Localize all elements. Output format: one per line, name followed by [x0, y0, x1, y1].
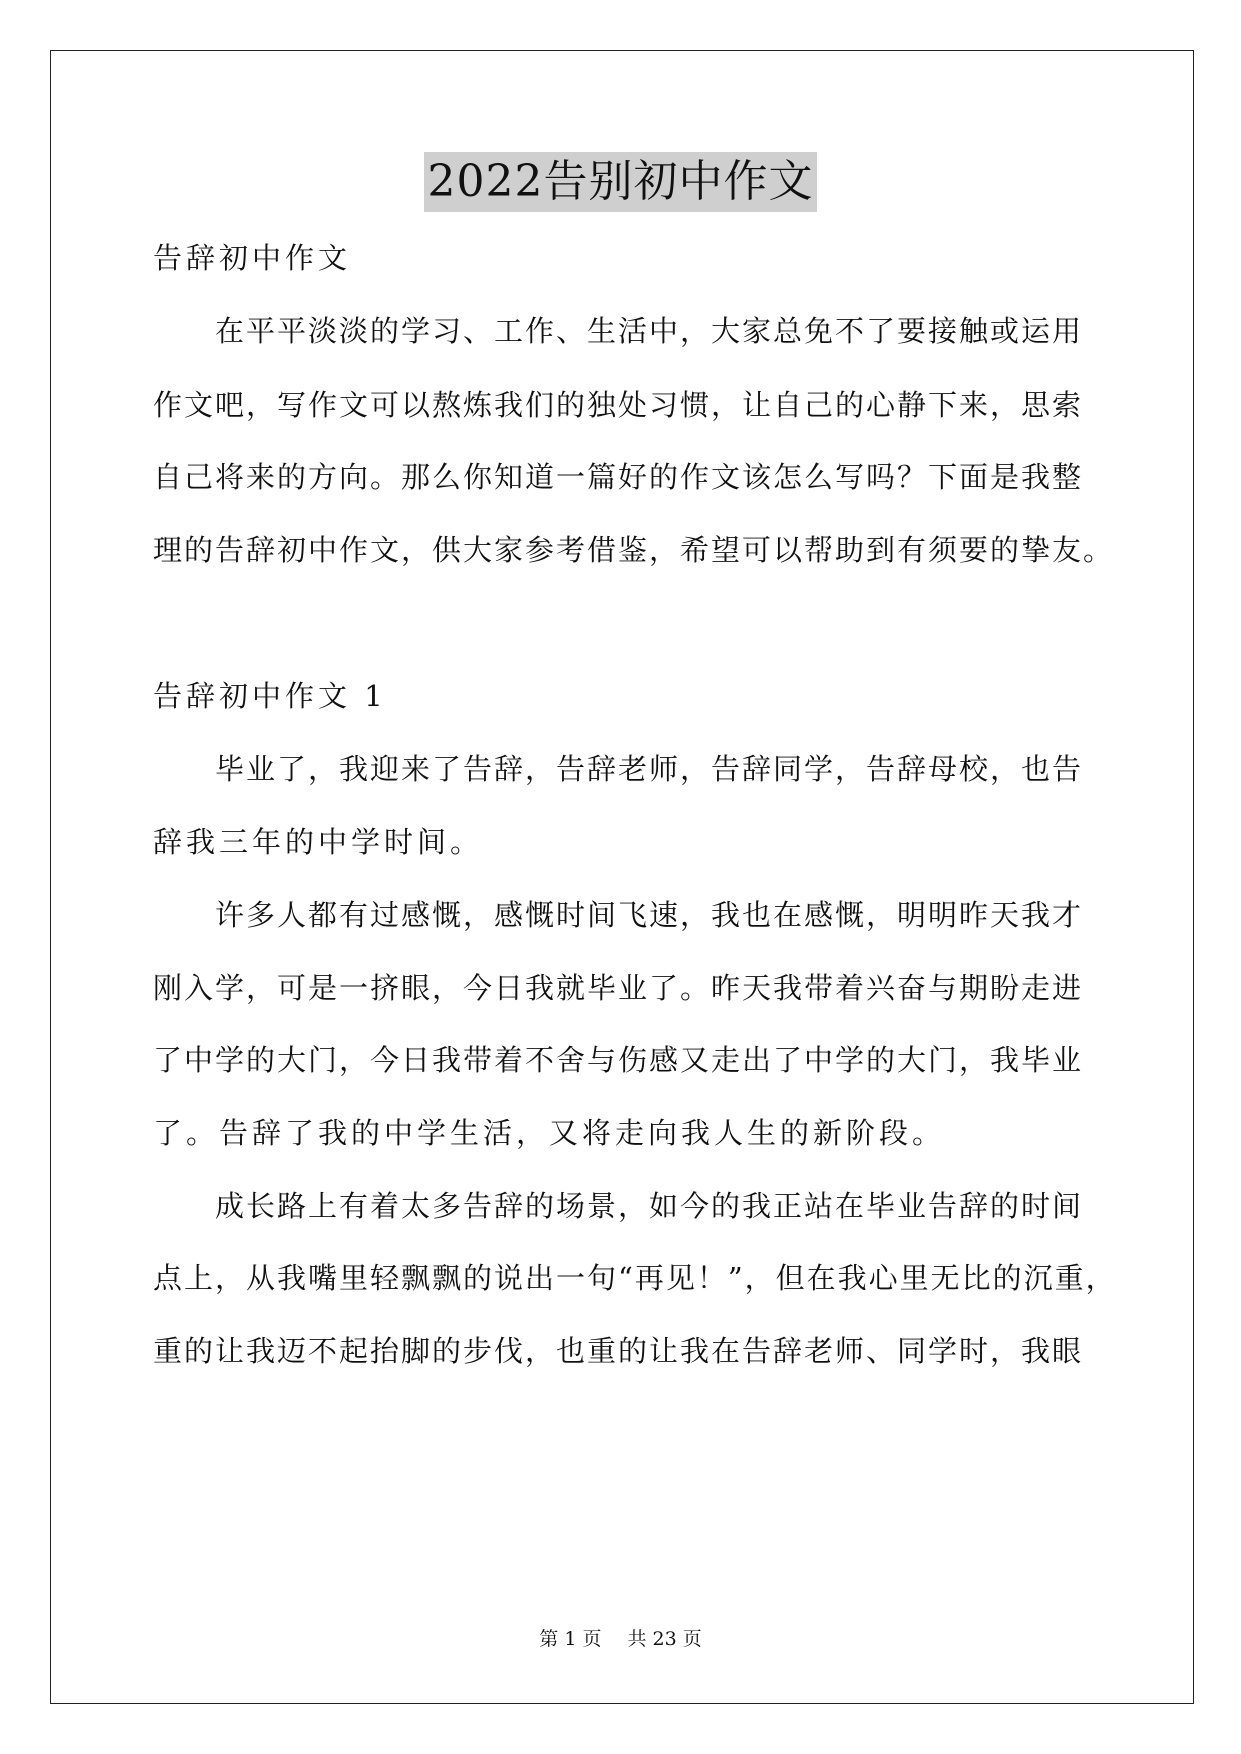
paragraph-line: 毕业了，我迎来了告辞，告辞老师，告辞同学，告辞母校，也告 [215, 752, 1084, 786]
paragraph-line: 作文吧，写作文可以熬炼我们的独处习惯，让自己的心静下来，思索 [153, 388, 1084, 422]
paragraph-line: 自己将来的方向。那么你知道一篇好的作文该怎么写吗？下面是我整 [153, 460, 1084, 494]
document-title: 2022告别初中作文 [424, 152, 818, 212]
paragraph-line: 重的让我迈不起抬脚的步伐，也重的让我在告辞老师、同学时，我眼 [153, 1334, 1084, 1368]
title-wrap [0, 152, 1241, 212]
page-total: 共 23 页 [627, 1628, 702, 1650]
paragraph-line: 了。告辞了我的中学生活，又将走向我人生的新阶段。 [153, 1116, 946, 1150]
paragraph-line: 许多人都有过感慨，感慨时间飞速，我也在感慨，明明昨天我才 [215, 898, 1084, 932]
paragraph-line: 在平平淡淡的学习、工作、生活中，大家总免不了要接触或运用 [215, 314, 1084, 348]
paragraph-line: 刚入学，可是一挤眼，今日我就毕业了。昨天我带着兴奋与期盼走进 [153, 971, 1084, 1005]
paragraph-line: 点上，从我嘴里轻飘飘的说出一句“再见！”，但在我心里无比的沉重， [153, 1261, 1117, 1295]
section-heading: 告辞初中作文 [153, 241, 352, 275]
section-heading: 告辞初中作文 1 [153, 679, 387, 713]
paragraph-line: 理的告辞初中作文，供大家参考借鉴，希望可以帮助到有须要的挚友。 [153, 533, 1115, 567]
page-number: 第 1 页 [539, 1628, 602, 1650]
paragraph-line: 成长路上有着太多告辞的场景，如今的我正站在毕业告辞的时间 [215, 1189, 1084, 1223]
page-border [50, 50, 1194, 1704]
paragraph-line: 辞我三年的中学时间。 [153, 825, 484, 859]
page-footer [0, 1626, 1241, 1652]
paragraph-line: 了中学的大门，今日我带着不舍与伤感又走出了中学的大门，我毕业 [153, 1043, 1084, 1077]
